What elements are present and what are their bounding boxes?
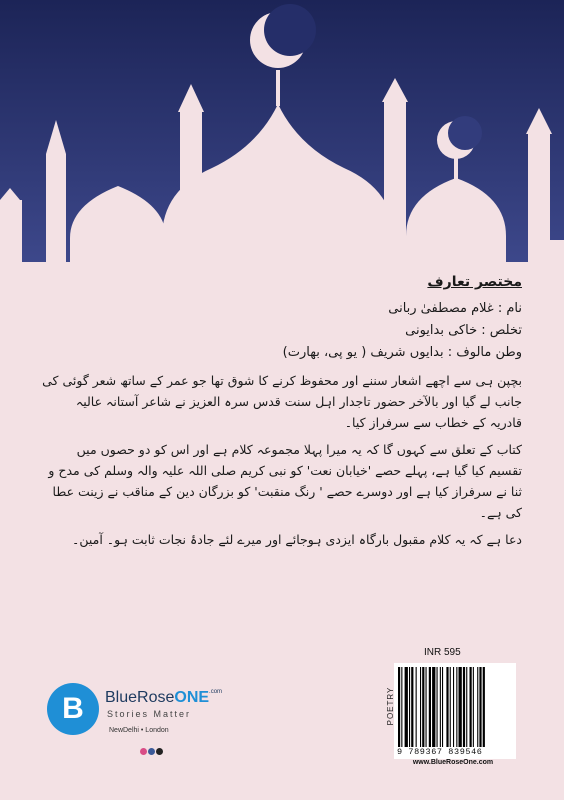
publisher-tagline: Stories Matter <box>107 709 192 719</box>
barcode-bar <box>483 667 485 747</box>
barcode-bar <box>466 667 467 747</box>
intro-paragraph: دعا ہے کہ یہ کلام مقبول بارگاہ ایزدی ہوجائے اور میرے لئے جادۂ نجات ثابت ہو۔ آمین۔ <box>72 532 522 547</box>
barcode-bar <box>470 667 472 747</box>
social-icons <box>140 740 164 748</box>
logo-letter: B <box>62 692 84 725</box>
barcode-bar <box>479 667 481 747</box>
author-pen-name: تخلص : خاکی بدایونی <box>405 323 522 338</box>
barcode-bar <box>463 667 465 747</box>
intro-paragraph: بچپن ہی سے اچھے اشعار سننے اور محفوظ کرنے کا شوق تھا جو عمر کے ساتھ شعر گوئی کی جانب لے گیا اور بالآخر حضور تاجدار اہل سنت قدس سرہ العزیز نے شاعر آستانہ عالیہ قادریہ کے خطاب سے سرفراز کیا۔ <box>42 373 522 430</box>
publisher-name-part1: BlueRose <box>105 689 175 706</box>
author-introduction <box>40 272 522 550</box>
publisher-name-suffix: .com <box>209 689 223 695</box>
publisher-name <box>105 689 222 707</box>
barcode-bar <box>398 667 400 747</box>
publisher-name-part2: ONE <box>174 689 210 706</box>
barcode-bar <box>411 667 413 747</box>
barcode-bar <box>477 667 478 747</box>
isbn-number: 9 789367 839546 <box>397 747 483 757</box>
barcode-bar <box>432 667 435 747</box>
barcode-bar <box>446 667 448 747</box>
barcode-bar <box>456 667 457 747</box>
barcode-bar <box>401 667 402 747</box>
publisher-cities: NewDelhi • London <box>109 727 169 734</box>
genre-label: POETRY <box>386 686 395 726</box>
barcode-bar <box>442 667 443 747</box>
barcode-bar <box>453 667 454 747</box>
isbn-barcode <box>394 663 516 759</box>
barcode-bar <box>473 667 474 747</box>
barcode-bar <box>459 667 462 747</box>
barcode-bar <box>429 667 431 747</box>
barcode-bar <box>409 667 410 747</box>
publisher-website: www.BlueRoseOne.com <box>412 759 494 766</box>
bluerose-logo-icon <box>47 683 99 735</box>
twitter-icon <box>156 748 163 755</box>
author-hometown: وطن مالوف : بدایوں شریف ( یو پی، بھارت) <box>282 345 522 360</box>
instagram-icon <box>140 748 147 755</box>
barcode-bar <box>420 667 421 747</box>
barcode-bar <box>422 667 424 747</box>
publisher-logo <box>47 683 227 753</box>
barcode-bar <box>437 667 438 747</box>
author-name: نام : غلام مصطفیٰ ربانی <box>388 301 522 316</box>
intro-paragraph: کتاب کے تعلق سے کہوں گا کہ یہ میرا پہلا مجموعہ کلام ہے اور اس کو دو حصوں میں تقسیم کیا گیا ہے، پہلے حصے 'خیابان نعت' کو نبی کریم صلی اللہ علیہ والہ وسلم کی مدح و ثنا نے سرفراز کیا ہے اور دوسرے حصے ' رنگ منقبت' کو بزرگان دین کے مناقب نے زینت عطا کی ہے۔ <box>48 442 522 520</box>
barcode-bar <box>416 667 417 747</box>
barcode-image <box>394 663 516 759</box>
section-title: مختصر تعارف <box>427 274 522 290</box>
barcode-bar <box>426 667 427 747</box>
barcode-bar <box>405 667 408 747</box>
facebook-icon <box>148 748 155 755</box>
book-price: INR 595 <box>424 647 461 658</box>
barcode-bar <box>450 667 451 747</box>
barcode-bar <box>440 667 441 747</box>
mosque-silhouette-illustration <box>0 0 564 280</box>
